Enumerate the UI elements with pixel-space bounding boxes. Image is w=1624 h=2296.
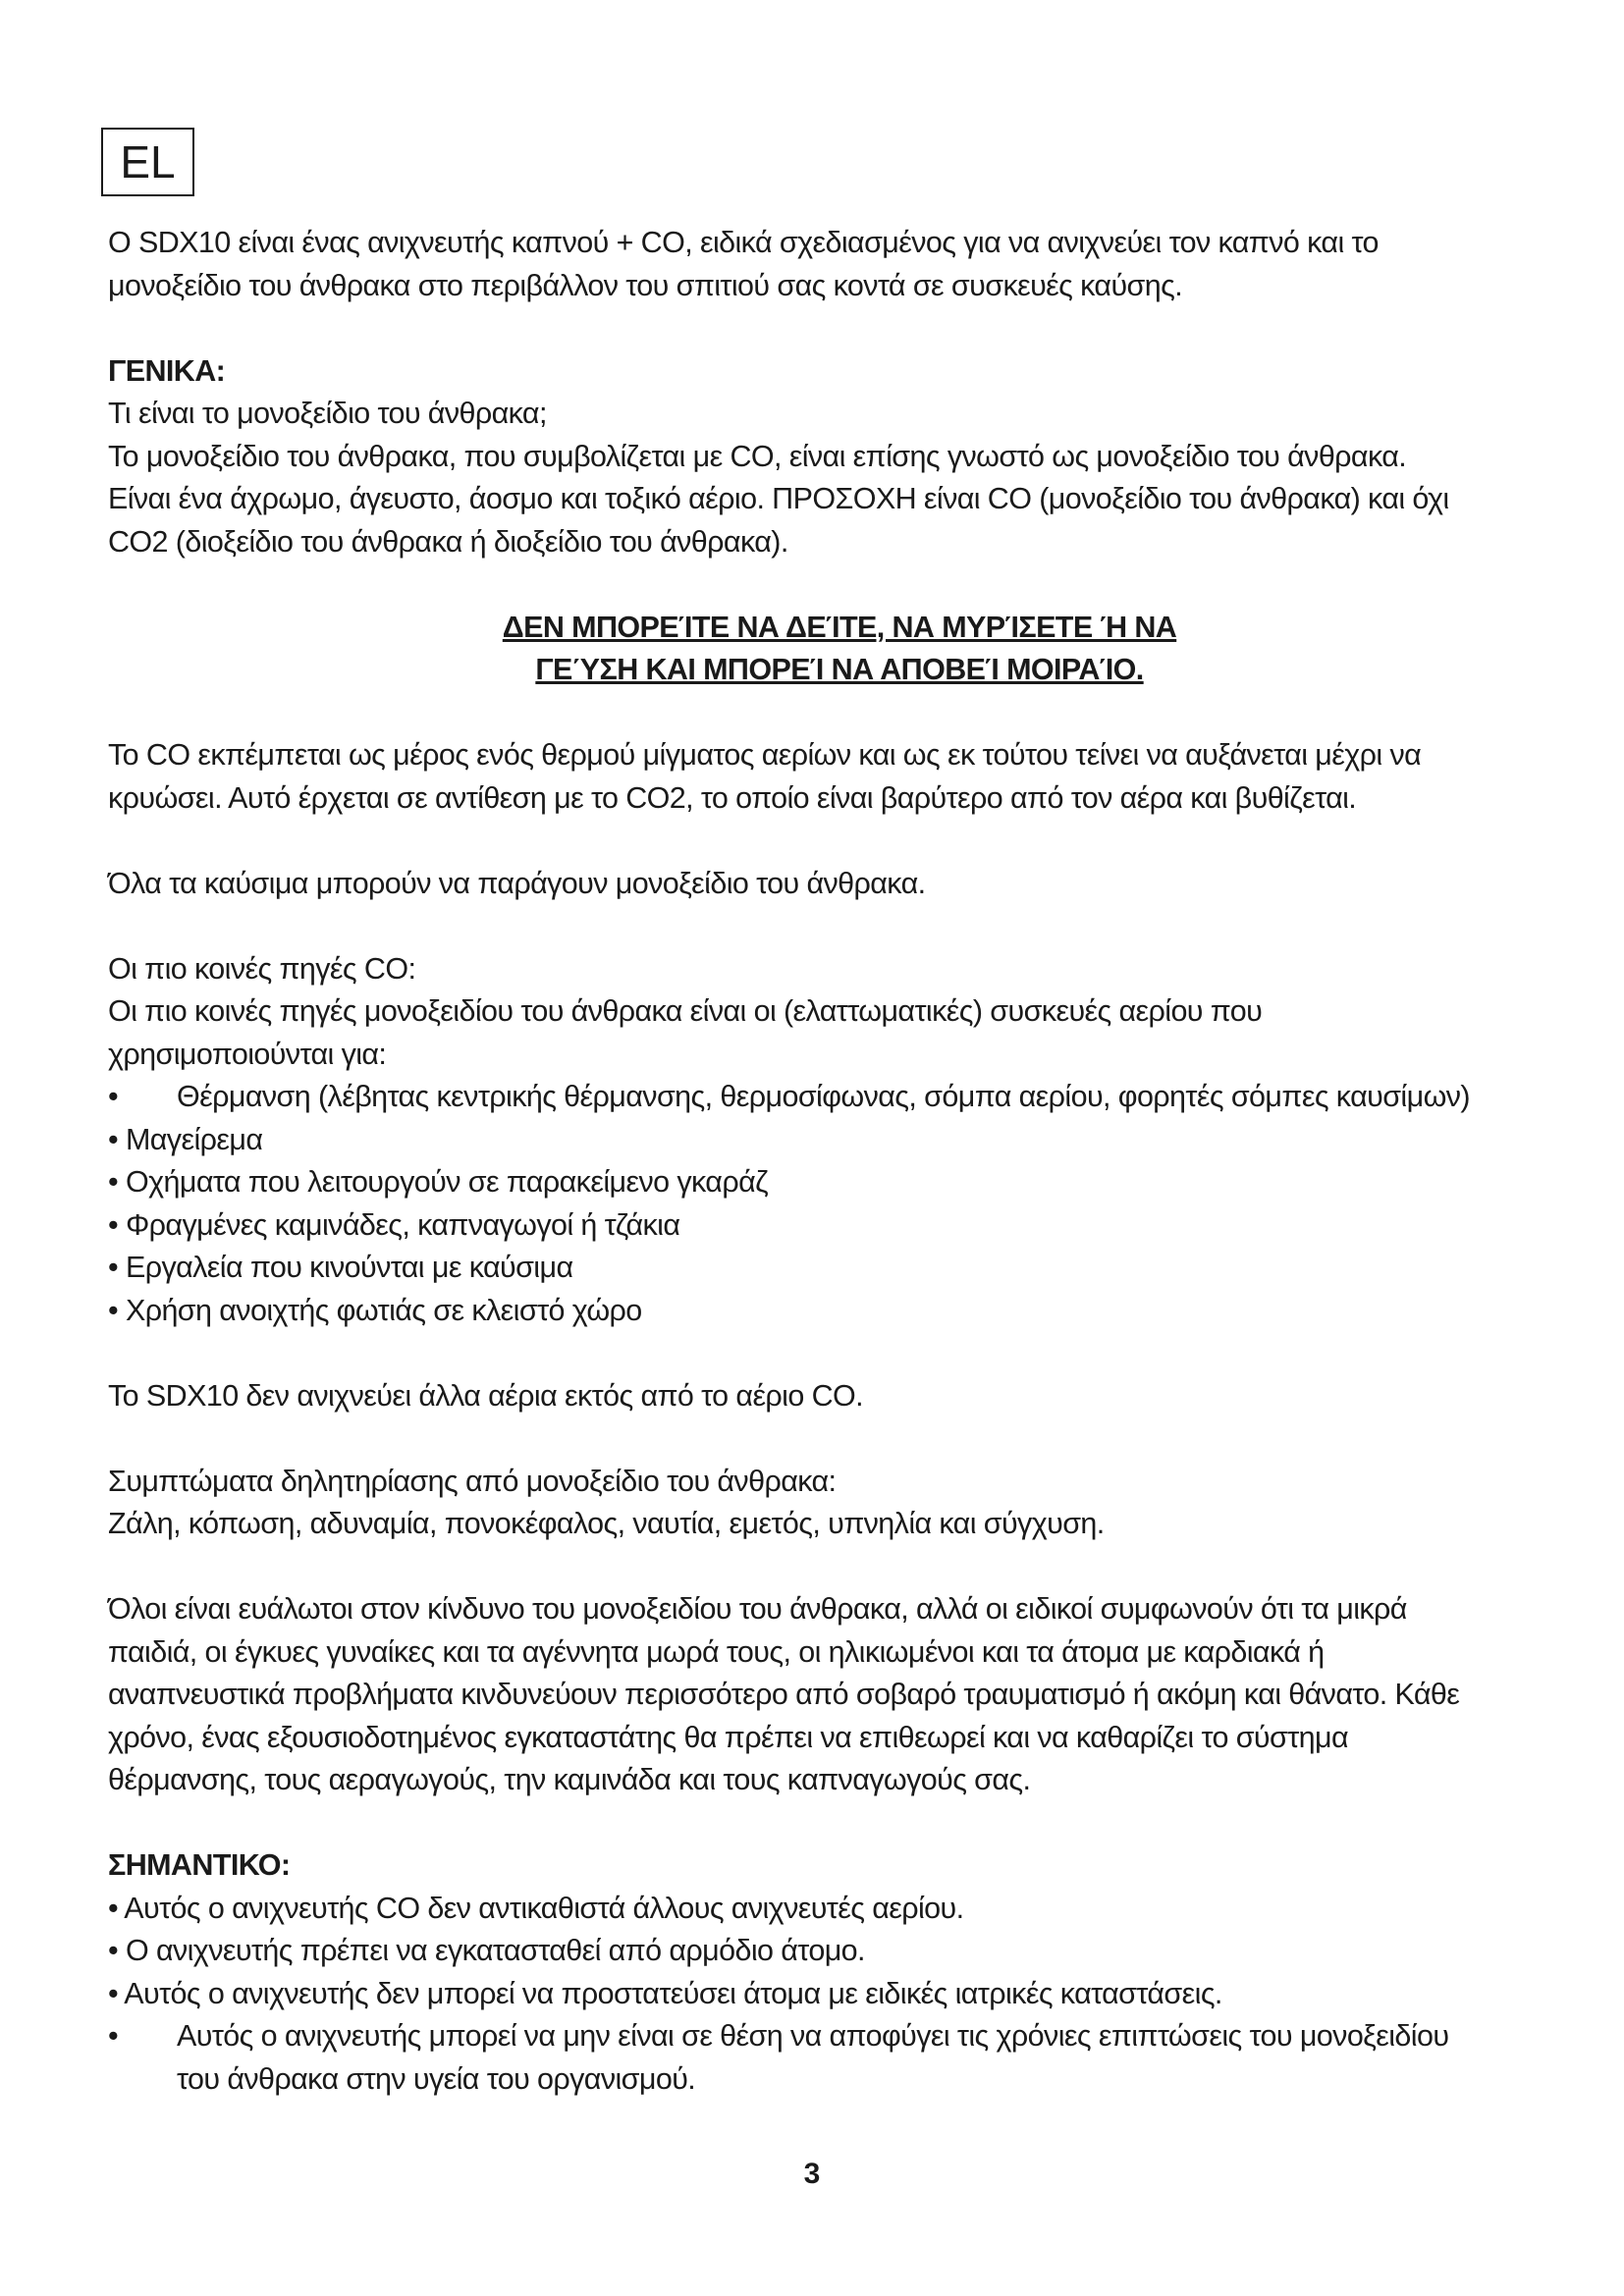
bullet-icon: •	[108, 2019, 119, 2053]
sources-intro-line: Οι πιο κοινές πηγές μονοξειδίου του άνθρακα είναι οι (ελαττωματικές) συσκευές αερίου που	[108, 994, 1263, 1028]
list-item: • Μαγείρεμα	[108, 1122, 263, 1156]
important-heading: ΣΗΜΑΝΤΙΚΟ:	[108, 1848, 291, 1882]
general-line: Το μονοξείδιο του άνθρακα, που συμβολίζεται με CO, είναι επίσης γνωστό ως μονοξείδιο του άνθρακα.	[108, 439, 1407, 473]
general-line: Είναι ένα άχρωμο, άγευστο, άοσμο και τοξικό αέριο. ΠΡΟΣΟΧΗ είναι CO (μονοξείδιο του άνθρακα) και όχι	[108, 482, 1449, 515]
risk-line: χρόνο, ένας εξουσιοδοτημένος εγκαταστάτης θα πρέπει να επιθεωρεί και να καθαρίζει το σύστημα	[108, 1720, 1349, 1754]
list-item-line: του άνθρακα στην υγεία του οργανισμού.	[177, 2061, 696, 2096]
list-item-line: Αυτός ο ανιχνευτής μπορεί να μην είναι σε θέση να αποφύγει τις χρόνιες επιπτώσεις του μονοξειδίου	[177, 2019, 1449, 2053]
general-line: Τι είναι το μονοξείδιο του άνθρακα;	[108, 397, 547, 430]
general-heading: ΓΕΝΙΚΑ:	[108, 353, 226, 388]
page-number: 3	[803, 2158, 821, 2190]
page-content	[108, 222, 1532, 2101]
risk-line: θέρμανσης, τους αεραγωγούς, την καμινάδα και τους καπναγωγούς σας.	[108, 1763, 1031, 1796]
list-item-text: Θέρμανση (λέβητας κεντρικής θέρμανσης, θερμοσίφωνας, σόμπα αερίου, φορητές σόμπες καυσίμων)	[177, 1080, 1470, 1113]
list-item: • Φραγμένες καμινάδες, καπναγωγοί ή τζάκια	[108, 1207, 680, 1242]
co-behaviour-line: κρυώσει. Αυτό έρχεται σε αντίθεση με το CO2, το οποίο είναι βαρύτερο από τον αέρα και βυθίζεται.	[108, 780, 1357, 815]
list-item: • Αυτός ο ανιχνευτής δεν μπορεί να προστατεύσει άτομα με ειδικές ιατρικές καταστάσεις.	[108, 1976, 1222, 2010]
list-item	[108, 1076, 1532, 1119]
risk-line: αναπνευστικά προβλήματα κινδυνεύουν περισσότερο από σοβαρό τραυματισμό ή ακόμη και θάνατο. Κάθε	[108, 1678, 1460, 1711]
language-code-box: EL	[101, 128, 194, 196]
sources-intro-line: χρησιμοποιούνται για:	[108, 1037, 387, 1071]
bullet-icon: •	[108, 1080, 119, 1113]
warning-line: ΔΕΝ ΜΠΟΡΕΊΤΕ ΝΑ ΔΕΊΤΕ, ΝΑ ΜΥΡΊΣΕΤΕ Ή ΝΑ	[502, 610, 1177, 644]
risk-line: παιδιά, οι έγκυες γυναίκες και τα αγέννητα μωρά τους, οι ηλικιωμένοι και τα άτομα με καρδιακά ή	[108, 1634, 1325, 1669]
general-line: CO2 (διοξείδιο του άνθρακα ή διοξείδιο του άνθρακα).	[108, 524, 788, 559]
symptoms-line: Ζάλη, κόπωση, αδυναμία, πονοκέφαλος, ναυτία, εμετός, υπνηλία και σύγχυση.	[108, 1507, 1105, 1540]
intro-line: μονοξείδιο του άνθρακα στο περιβάλλον του σπιτιού σας κοντά σε συσκευές καύσης.	[108, 268, 1183, 302]
list-item	[108, 2015, 1532, 2101]
list-item-text	[177, 2015, 1448, 2101]
intro-line: Ο SDX10 είναι ένας ανιχνευτής καπνού + CO, ειδικά σχεδιασμένος για να ανιχνεύει τον καπνό και το	[108, 226, 1379, 259]
list-item: • Αυτός ο ανιχνευτής CO δεν αντικαθιστά άλλους ανιχνευτές αερίου.	[108, 1891, 964, 1925]
list-item: • Εργαλεία που κινούνται με καύσιμα	[108, 1251, 573, 1284]
list-item: • Χρήση ανοιχτής φωτιάς σε κλειστό χώρο	[108, 1293, 642, 1327]
fuels-line: Όλα τα καύσιμα μπορούν να παράγουν μονοξείδιο του άνθρακα.	[108, 866, 926, 900]
co-behaviour-line: Το CO εκπέμπεται ως μέρος ενός θερμού μίγματος αερίων και ως εκ τούτου τείνει να αυξάνεται μέχρι να	[108, 738, 1422, 772]
sources-title: Οι πιο κοινές πηγές CO:	[108, 951, 416, 986]
list-item: • Οχήματα που λειτουργούν σε παρακείμενο γκαράζ	[108, 1165, 768, 1199]
symptoms-line: Συμπτώματα δηλητηρίασης από μονοξείδιο του άνθρακα:	[108, 1464, 837, 1498]
warning-line: ΓΕΎΣΗ ΚΑΙ ΜΠΟΡΕΊ ΝΑ ΑΠΟΒΕΊ ΜΟΙΡΑΊΟ.	[535, 653, 1144, 686]
risk-line: Όλοι είναι ευάλωτοι στον κίνδυνο του μονοξειδίου του άνθρακα, αλλά οι ειδικοί συμφωνούν ότι τα μικρά	[108, 1592, 1407, 1626]
list-item: • Ο ανιχνευτής πρέπει να εγκατασταθεί από αρμόδιο άτομο.	[108, 1934, 865, 1967]
detects-only-line: Το SDX10 δεν ανιχνεύει άλλα αέρια εκτός από το αέριο CO.	[108, 1378, 864, 1413]
